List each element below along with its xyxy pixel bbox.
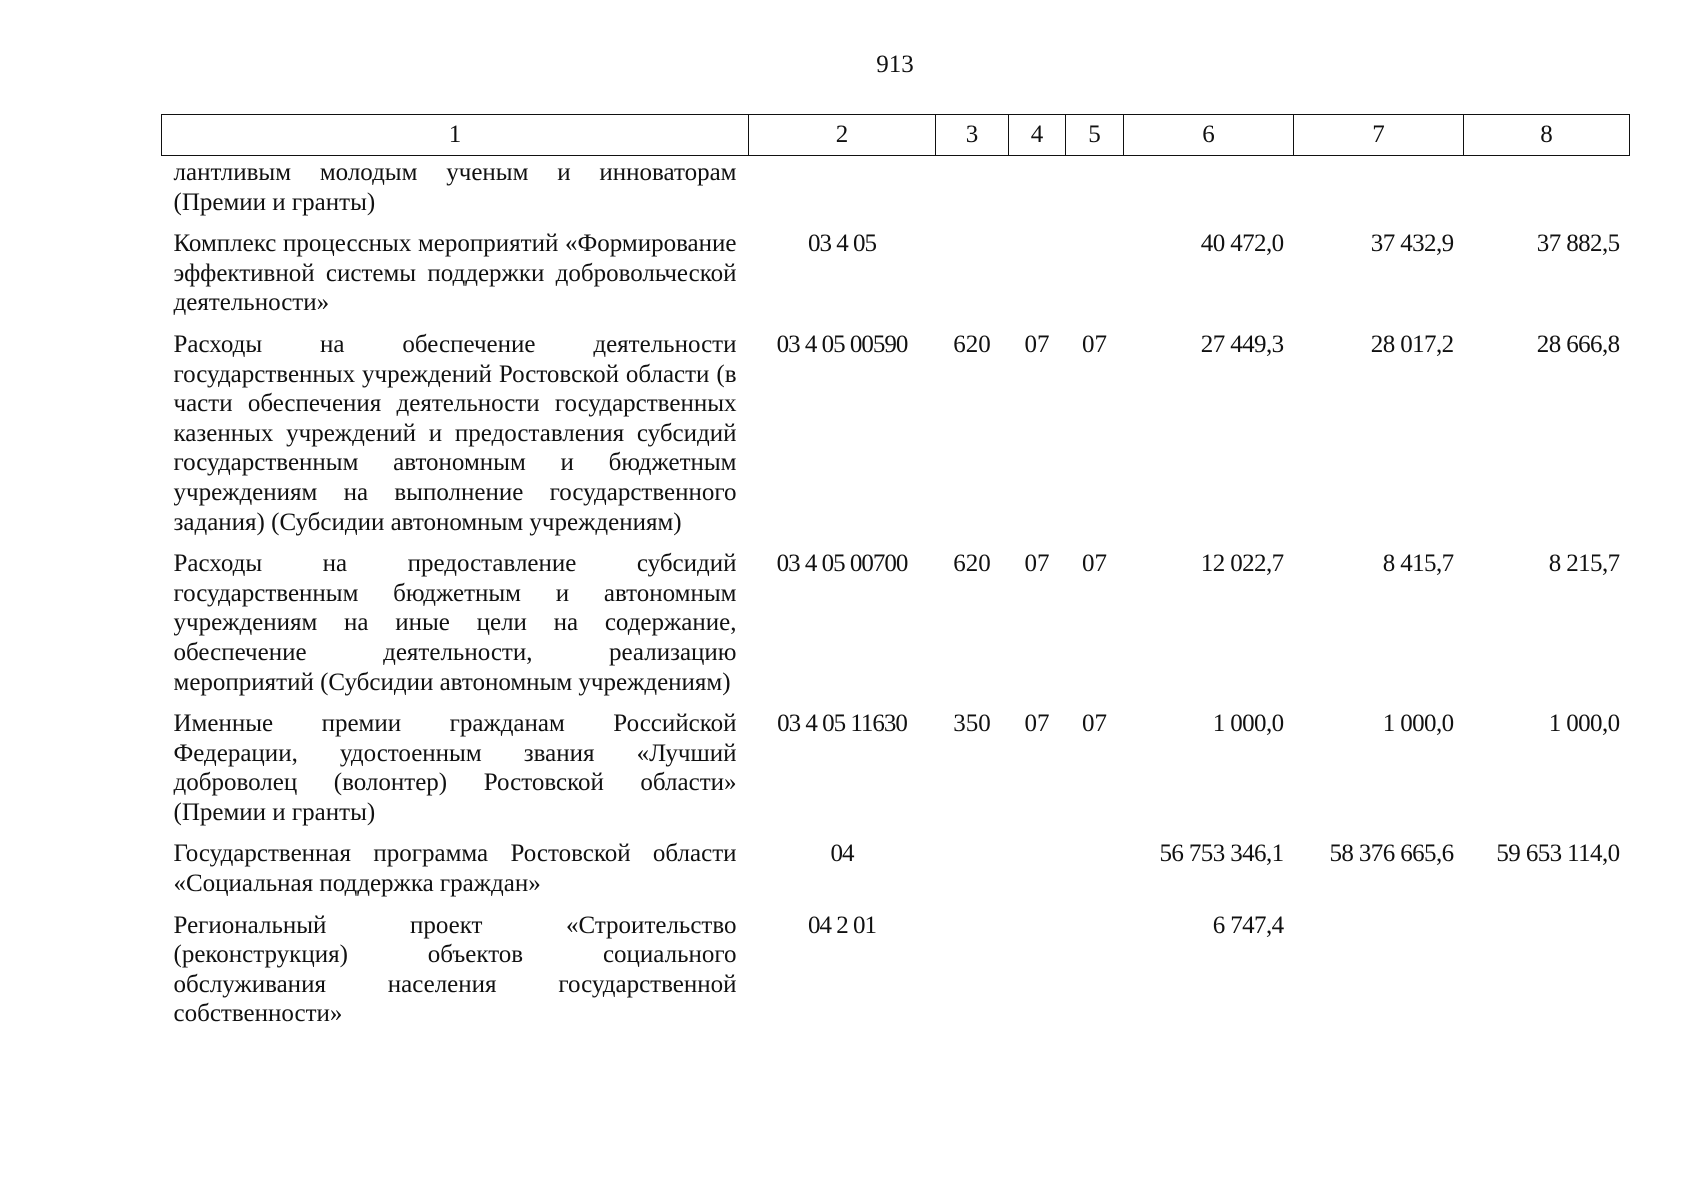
row-section: 07 [1024,710,1050,738]
row-amount-year-1 [1124,156,1294,230]
table-row [162,330,1630,549]
row-expense-type [936,156,1009,230]
row-target-code: 04 2 01 [808,911,876,939]
row-amount-year-1: 27 449,3 [1200,330,1284,358]
row-subsection: 07 [1082,330,1107,358]
header-col-2: 2 [749,115,936,156]
budget-table [161,114,1630,1041]
row-target-code: 03 4 05 00590 [776,330,908,358]
row-section: 07 [1024,330,1050,358]
table-row [162,839,1630,910]
row-expense-type: 620 [953,330,991,358]
table-row [162,229,1630,330]
row-subsection [1066,839,1124,910]
row-amount-year-3 [1464,911,1630,1041]
row-name: Государственная программа Ростовской области «Социальная поддержка граждан» [173,840,737,898]
row-amount-year-1: 40 472,0 [1200,230,1284,258]
table-row [162,911,1630,1041]
header-row [162,115,1630,156]
header-col-5: 5 [1066,115,1124,156]
row-amount-year-1: 56 753 346,1 [1159,840,1284,868]
table-row [162,156,1630,230]
row-target-code [749,156,936,230]
row-expense-type [936,229,1009,330]
header-col-3: 3 [936,115,1009,156]
row-section: 07 [1024,550,1050,578]
row-amount-year-3: 8 215,7 [1548,550,1620,578]
row-amount-year-2: 37 432,9 [1370,230,1454,258]
row-subsection: 07 [1082,550,1107,578]
row-amount-year-2: 58 376 665,6 [1329,840,1454,868]
row-expense-type [936,839,1009,910]
row-subsection: 07 [1082,710,1107,738]
row-amount-year-3 [1464,156,1630,230]
row-amount-year-3: 59 653 114,0 [1496,840,1620,868]
row-section [1009,229,1066,330]
row-amount-year-3: 28 666,8 [1536,330,1620,358]
row-name: Именные премии гражданам Российской Федерации, удостоенным звания «Лучший доброволец (волонтер) Ростовской области» (Премии и гранты) [173,710,737,826]
table-body [162,156,1630,1042]
row-target-code: 03 4 05 [808,230,876,258]
row-name: лантливым молодым ученым и инноваторам (Премии и гранты) [173,159,737,216]
row-target-code: 03 4 05 00700 [776,550,908,578]
row-amount-year-1: 12 022,7 [1200,550,1284,578]
row-amount-year-3: 37 882,5 [1536,230,1620,258]
header-col-7: 7 [1294,115,1464,156]
header-col-8: 8 [1464,115,1630,156]
row-amount-year-1: 6 747,4 [1212,911,1284,939]
row-expense-type: 620 [953,550,991,578]
table-row [162,709,1630,839]
row-name: Региональный проект «Строительство (реконструкция) объектов социального обслуживания населения государственной собственности» [173,911,737,1028]
page-number: 913 [876,51,914,78]
table-header [162,115,1630,156]
row-name: Комплекс процессных мероприятий «Формирование эффективной системы поддержки добровольческой деятельности» [173,230,737,317]
table-row [162,549,1630,709]
row-expense-type [936,911,1009,1041]
row-amount-year-2: 8 415,7 [1382,550,1454,578]
row-expense-type: 350 [953,710,991,738]
row-target-code: 04 [830,840,854,868]
row-name: Расходы на предоставление субсидий государственным бюджетным и автономным учреждениям на иные цели на содержание, обеспечение деятельности, реализацию мероприятий (Субсидии автономным учреждениям) [173,550,737,696]
row-amount-year-3: 1 000,0 [1548,710,1620,738]
header-col-6: 6 [1124,115,1294,156]
row-section [1009,839,1066,910]
row-target-code: 03 4 05 11630 [777,710,907,738]
row-subsection [1066,229,1124,330]
header-col-1: 1 [162,115,749,156]
row-amount-year-2: 1 000,0 [1382,710,1454,738]
row-subsection [1066,911,1124,1041]
row-name: Расходы на обеспечение деятельности государственных учреждений Ростовской области (в части обеспечения деятельности государственных казенных учреждений и предоставления субсидий государственным автономным и бюджетным учреждениям на выполнение государственного задания) (Субсидии автономным учреждениям) [173,330,737,536]
row-section [1009,911,1066,1041]
row-amount-year-1: 1 000,0 [1212,710,1284,738]
row-amount-year-2 [1294,156,1464,230]
row-amount-year-2: 28 017,2 [1370,330,1454,358]
header-col-4: 4 [1009,115,1066,156]
row-subsection [1066,156,1124,230]
row-amount-year-2 [1294,911,1464,1041]
row-section [1009,156,1066,230]
